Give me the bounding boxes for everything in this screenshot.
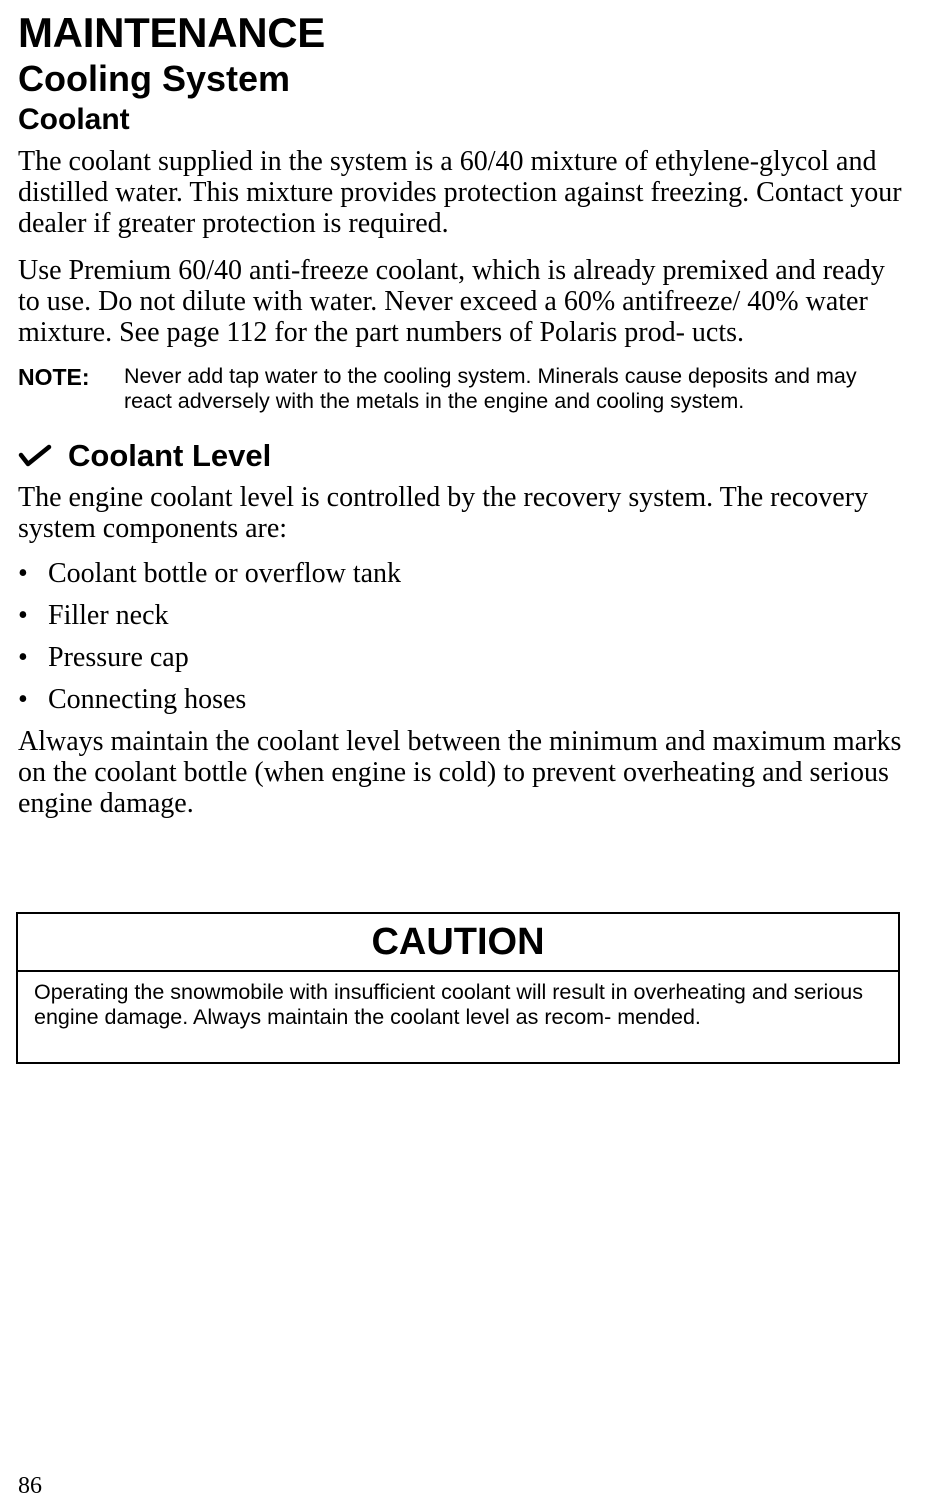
note-block xyxy=(18,364,904,414)
list-item xyxy=(18,558,904,589)
bullet-icon: • xyxy=(18,558,28,589)
note-text: Never add tap water to the cooling system. Minerals cause deposits and may react adversely with the metals in the engine and cooling system. xyxy=(124,364,857,413)
caution-box xyxy=(16,912,900,1064)
list-item-text: Coolant bottle or overflow tank xyxy=(48,558,402,589)
list-item-text: Connecting hoses xyxy=(48,684,247,715)
list-item-text: Pressure cap xyxy=(48,642,189,673)
bullet-icon: • xyxy=(18,642,28,673)
coolant-level-conclusion: Always maintain the coolant level between the minimum and maximum marks on the coolant bottle (when engine is cold) to prevent overheating and serious engine damage. xyxy=(18,726,902,819)
page-number: 86 xyxy=(18,1473,42,1499)
components-list xyxy=(18,558,904,715)
bullet-icon: • xyxy=(18,684,28,715)
chapter-title: MAINTENANCE xyxy=(18,9,326,56)
list-item xyxy=(18,600,904,631)
coolant-paragraph-1: The coolant supplied in the system is a 60/40 mixture of ethylene-glycol and distilled water. This mixture provides protection against freezing. Contact your dealer if greater protection is required. xyxy=(18,146,902,239)
caution-title: CAUTION xyxy=(18,914,898,972)
bullet-icon: • xyxy=(18,600,28,631)
list-item xyxy=(18,642,904,673)
caution-text: Operating the snowmobile with insufficient coolant will result in overheating and serious engine damage. Always maintain the coolant level as recom- mended. xyxy=(34,980,863,1029)
checkmark-icon xyxy=(18,443,52,469)
subsection-title: Coolant xyxy=(18,103,130,136)
list-item xyxy=(18,684,904,715)
manual-page xyxy=(18,10,904,819)
section-title: Cooling System xyxy=(18,58,291,99)
coolant-level-heading xyxy=(18,438,904,474)
note-label: NOTE: xyxy=(18,364,90,390)
list-item-text: Filler neck xyxy=(48,600,169,631)
coolant-paragraph-2: Use Premium 60/40 anti-freeze coolant, which is already premixed and ready to use. Do not dilute with water. Never exceed a 60% antifreeze/ 40% water mixture. See page 112 for the part numbers of Polaris prod- ucts. xyxy=(18,255,885,348)
coolant-level-title: Coolant Level xyxy=(68,438,272,473)
coolant-level-intro: The engine coolant level is controlled by the recovery system. The recovery system components are: xyxy=(18,482,869,544)
